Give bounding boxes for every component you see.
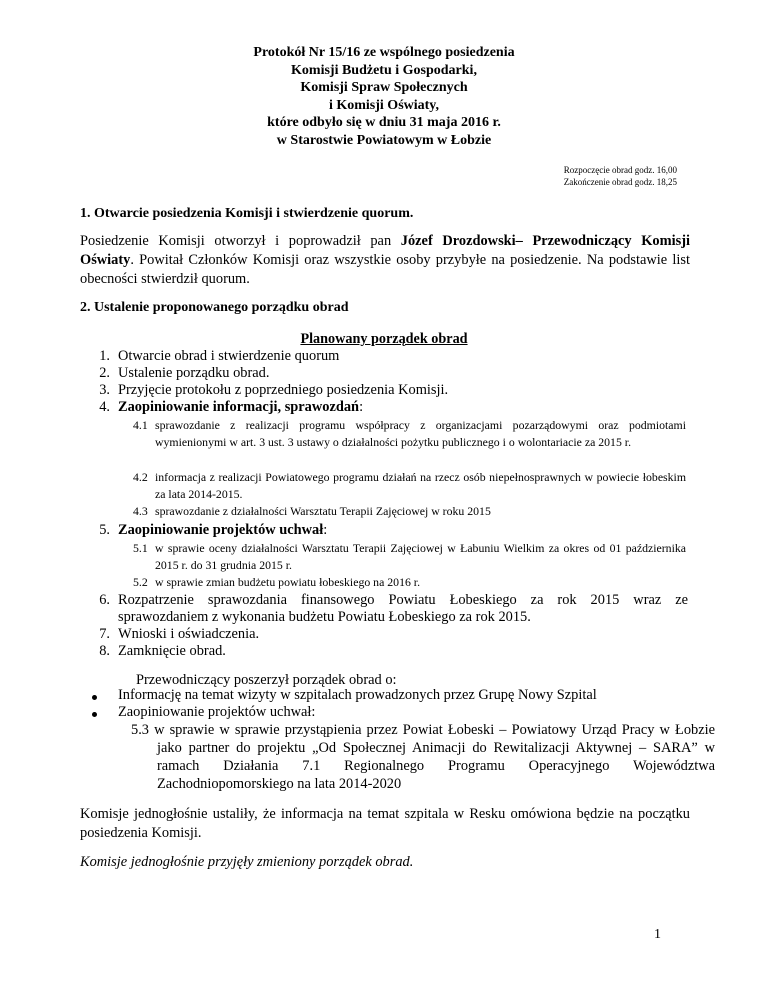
document-title	[0, 44, 768, 150]
chairman-name: Józef Drozdowski– Przewodniczący Komisji Oświaty	[80, 233, 690, 268]
section-2-heading: 2. Ustalenie proponowanego porządku obrad	[80, 300, 349, 315]
agenda-item-bold: Zaopiniowanie projektów uchwał	[118, 522, 324, 538]
decision-italic: Komisje jednogłośnie przyjęły zmieniony porządek obrad.	[80, 854, 414, 870]
agenda-title: Planowany porządek obrad	[300, 331, 468, 347]
agenda-item-number: 5.	[99, 522, 110, 538]
bullet-text: Informację na temat wizyty w szpitalach prowadzonych przez Grupę Nowy Szpital	[118, 687, 597, 703]
agenda-item-text: Wnioski i oświadczenia.	[118, 626, 260, 642]
extension-intro: Przewodniczący poszerzył porządek obrad o:	[136, 672, 397, 688]
subitem-number: 5.1	[133, 541, 148, 555]
paragraph-text: . Powitał Członków Komisji oraz wszystkie osoby przybyłe na posiedzenie. Na podstawie list obecności stwierdził quorum.	[80, 252, 690, 287]
agenda-item-number: 8.	[99, 643, 110, 659]
agenda-item-text	[118, 522, 327, 539]
bullet-text: Zaopiniowanie projektów uchwał:	[118, 704, 316, 720]
subitem-text: w sprawie oceny działalności Warsztatu Terapii Zajęciowej w Łabuniu Wielkim za okres od 01 października 2015 r. do 31 grudnia 2015 r.	[155, 541, 686, 572]
subitem-number: 4.3	[133, 504, 148, 518]
bullet-dot	[92, 712, 97, 717]
subitem-text: informacja z realizacji Powiatowego programu działań na rzecz osób niepełnosprawnych w powiecie łobeskim za lata 2014-2015.	[155, 470, 686, 501]
agenda-item-text	[118, 399, 363, 416]
title-line: i Komisji Oświaty,	[328, 97, 440, 113]
agenda-subitem	[133, 574, 686, 591]
agenda-item-text: Zamknięcie obrad.	[118, 643, 226, 659]
subitem-number: 5.2	[133, 575, 148, 589]
agenda-item-text: Przyjęcie protokołu z poprzedniego posiedzenia Komisji.	[118, 382, 449, 398]
agenda-item-bold: Zaopiniowanie informacji, sprawozdań	[118, 399, 360, 415]
agenda-item-text: Ustalenie porządku obrad.	[118, 365, 270, 381]
decision-paragraph: Komisje jednogłośnie ustaliły, że informacja na temat szpitala w Resku omówiona będzie na początku posiedzenia Komisji.	[80, 806, 690, 841]
agenda-item-number: 7.	[99, 626, 110, 642]
subitem-text: sprawozdanie z realizacji programu współpracy z organizacjami pozarządowymi oraz podmiotami wymienionymi w art. 3 ust. 3 ustawy o działalności pożytku publicznego i o wolontariacie za 2015 r.	[155, 418, 686, 449]
agenda-subitem	[133, 540, 686, 574]
start-time: Rozpoczęcie obrad godz. 16,00	[563, 165, 677, 175]
title-line: Komisji Budżetu i Gospodarki,	[291, 62, 477, 78]
agenda-item-number: 2.	[99, 365, 110, 381]
agenda-item-number: 1.	[99, 348, 110, 364]
colon: :	[359, 399, 364, 415]
bullet-dot	[92, 695, 97, 700]
subitem-number: 4.1	[133, 418, 148, 432]
agenda-subitem	[133, 469, 686, 503]
agenda-item-text: Otwarcie obrad i stwierdzenie quorum	[118, 348, 340, 364]
agenda-item-text: Rozpatrzenie sprawozdania finansowego Powiatu Łobeskiego za rok 2015 wraz ze sprawozdaniem z wykonania budżetu Powiatu Łobeskiego za rok 2015.	[118, 592, 688, 625]
title-line: które odbyło się w dniu 31 maja 2016 r.	[267, 115, 501, 131]
agenda-item-number: 3.	[99, 382, 110, 398]
agenda-item-number: 6.	[99, 592, 110, 608]
title-line: w Starostwie Powiatowym w Łobzie	[276, 132, 492, 148]
agenda-subitem	[133, 417, 686, 451]
agenda-item-number: 4.	[99, 399, 110, 415]
page-number: 1	[654, 927, 661, 942]
agenda-item-5-3: 5.3 w sprawie w sprawie przystąpienia przez Powiat Łobeski – Powiatowy Urząd Pracy w Łobzie jako partner do projektu „Od Społecznej Animacji do Rewitalizacji Aktywnej – SARA” w ramach Działania 7.1 Regionalnego Programu Operacyjnego Województwa Zachodniopomorskiego na lata 2014-2020	[131, 722, 715, 792]
subitem-text: w sprawie zmian budżetu powiatu łobeskiego na 2016 r.	[155, 575, 421, 589]
agenda-subitem	[133, 503, 686, 520]
subitem-text: sprawozdanie z działalności Warsztatu Terapii Zajęciowej w roku 2015	[155, 504, 491, 518]
title-line: Komisji Spraw Społecznych	[300, 80, 468, 96]
title-line: Protokół Nr 15/16 ze wspólnego posiedzenia	[253, 45, 515, 60]
paragraph-text: Posiedzenie Komisji otworzył i poprowadził pan	[80, 233, 401, 249]
section-1-paragraph	[80, 232, 690, 289]
subitem-number: 4.2	[133, 470, 148, 484]
colon: :	[323, 522, 328, 538]
meeting-times	[564, 164, 677, 188]
section-1-heading: 1. Otwarcie posiedzenia Komisji i stwierdzenie quorum.	[80, 206, 414, 221]
end-time: Zakończenie obrad godz. 18,25	[563, 177, 677, 187]
